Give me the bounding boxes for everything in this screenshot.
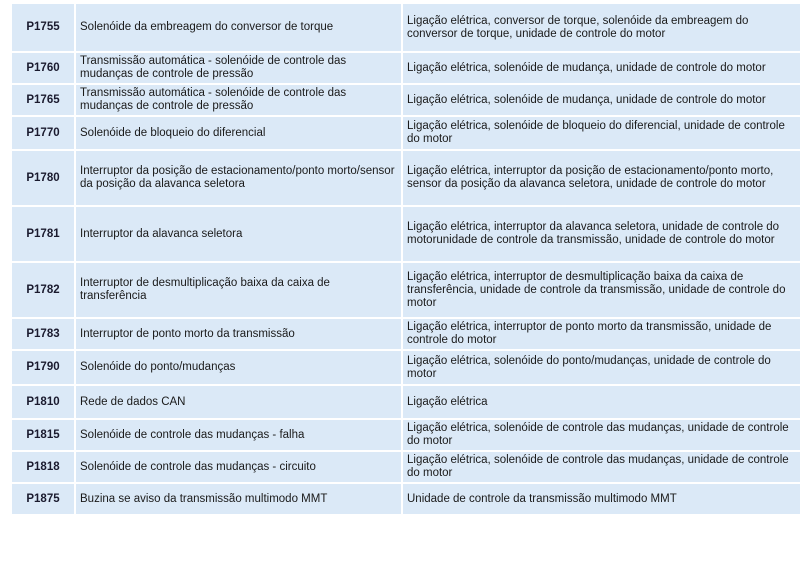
table-row — [12, 319, 800, 349]
table-row — [12, 452, 800, 482]
fault-code-cell: P1770 — [12, 117, 74, 149]
cause-cell: Ligação elétrica, solenóide do ponto/mudanças, unidade de controle do motor — [403, 351, 800, 384]
cause-cell: Ligação elétrica, solenóide de mudança, unidade de controle do motor — [403, 85, 800, 115]
table-row — [12, 420, 800, 450]
description-cell: Transmissão automática - solenóide de controle das mudanças de controle de pressão — [76, 53, 401, 83]
description-cell: Solenóide de bloqueio do diferencial — [76, 117, 401, 149]
description-cell: Transmissão automática - solenóide de controle das mudanças de controle de pressão — [76, 85, 401, 115]
table-row — [12, 53, 800, 83]
fault-code-cell: P1755 — [12, 4, 74, 51]
description-cell: Interruptor de ponto morto da transmissão — [76, 319, 401, 349]
fault-code-cell: P1781 — [12, 207, 74, 261]
cause-cell: Ligação elétrica, solenóide de controle das mudanças, unidade de controle do motor — [403, 452, 800, 482]
fault-code-table — [10, 2, 802, 516]
cause-cell: Ligação elétrica, solenóide de bloqueio do diferencial, unidade de controle do motor — [403, 117, 800, 149]
fault-code-cell: P1782 — [12, 263, 74, 317]
fault-code-cell: P1780 — [12, 151, 74, 205]
fault-code-cell: P1760 — [12, 53, 74, 83]
table-row — [12, 117, 800, 149]
description-cell: Solenóide de controle das mudanças - circuito — [76, 452, 401, 482]
description-cell: Solenóide da embreagem do conversor de torque — [76, 4, 401, 51]
fault-code-cell: P1765 — [12, 85, 74, 115]
cause-cell: Ligação elétrica, interruptor da alavanca seletora, unidade de controle do motorunidade de controle da transmissão, unidade de controle do motor — [403, 207, 800, 261]
description-cell: Buzina se aviso da transmissão multimodo MMT — [76, 484, 401, 514]
fault-code-cell: P1810 — [12, 386, 74, 418]
cause-cell: Ligação elétrica, interruptor de ponto morto da transmissão, unidade de controle do motor — [403, 319, 800, 349]
cause-cell: Ligação elétrica, interruptor de desmultiplicação baixa da caixa de transferência, unidade de controle da transmissão, unidade de controle do motor — [403, 263, 800, 317]
table-row — [12, 263, 800, 317]
cause-cell: Unidade de controle da transmissão multimodo MMT — [403, 484, 800, 514]
table-row — [12, 351, 800, 384]
description-cell: Interruptor da posição de estacionamento/ponto morto/sensor da posição da alavanca seletora — [76, 151, 401, 205]
description-cell: Interruptor de desmultiplicação baixa da caixa de transferência — [76, 263, 401, 317]
table-row — [12, 207, 800, 261]
description-cell: Rede de dados CAN — [76, 386, 401, 418]
table-row — [12, 386, 800, 418]
table-row — [12, 151, 800, 205]
fault-code-cell: P1790 — [12, 351, 74, 384]
description-cell: Solenóide de controle das mudanças - falha — [76, 420, 401, 450]
table-row — [12, 4, 800, 51]
cause-cell: Ligação elétrica, solenóide de mudança, unidade de controle do motor — [403, 53, 800, 83]
fault-code-cell: P1875 — [12, 484, 74, 514]
table-row — [12, 85, 800, 115]
cause-cell: Ligação elétrica, interruptor da posição de estacionamento/ponto morto, sensor da posição da alavanca seletora, unidade de controle do motor — [403, 151, 800, 205]
cause-cell: Ligação elétrica — [403, 386, 800, 418]
fault-code-cell: P1783 — [12, 319, 74, 349]
table-row — [12, 484, 800, 514]
fault-code-table-body — [12, 4, 800, 514]
cause-cell: Ligação elétrica, conversor de torque, solenóide da embreagem do conversor de torque, unidade de controle do motor — [403, 4, 800, 51]
description-cell: Interruptor da alavanca seletora — [76, 207, 401, 261]
description-cell: Solenóide do ponto/mudanças — [76, 351, 401, 384]
fault-code-cell: P1815 — [12, 420, 74, 450]
cause-cell: Ligação elétrica, solenóide de controle das mudanças, unidade de controle do motor — [403, 420, 800, 450]
fault-code-cell: P1818 — [12, 452, 74, 482]
